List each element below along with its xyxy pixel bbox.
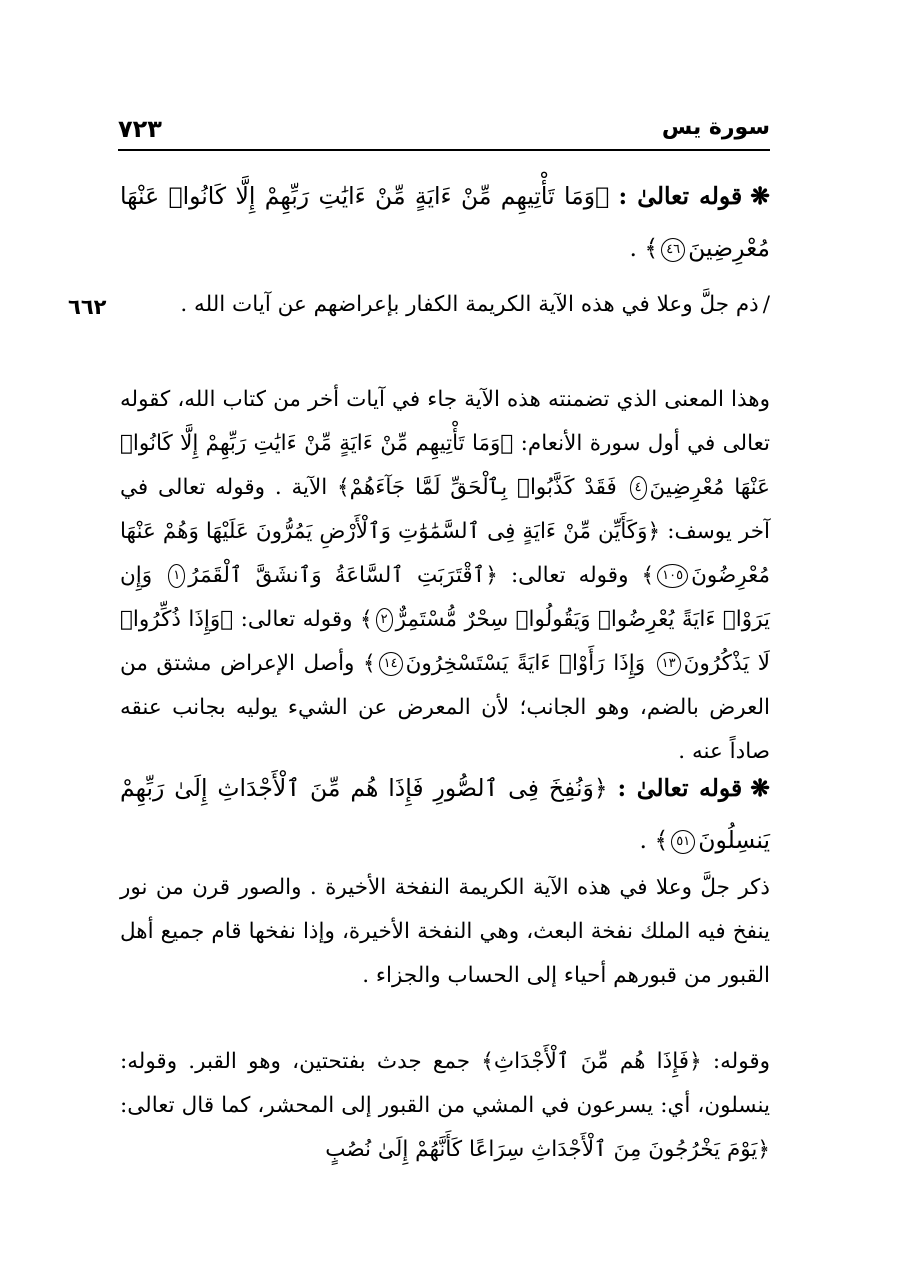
surah-title: سورة يس — [661, 115, 770, 140]
ayah-number-badge: ١٣ — [657, 652, 681, 676]
star-ornament-icon: ❋ — [750, 182, 770, 210]
paragraph-2-end: وأصل الإعراض مشتق من العرض بالضم، وهو الجانب؛ لأن المعرض عن الشيء يوليه بجانب عنقه صاداً عنه . — [120, 651, 770, 764]
page-number: ٧٢٣ — [118, 115, 162, 143]
open-bracket-icon: ﴿ — [220, 607, 234, 632]
open-bracket-icon: ﴿ — [485, 563, 498, 588]
ayah-text: وَمَا تَأْتِيهِم مِّنْ ءَايَةٍ مِّنْ ءَايَٰتِ رَبِّهِمْ إِلَّا كَانُوا۟ عَنْهَا مُعْرِضِينَ — [120, 431, 770, 500]
ayah-number-badge: ٢ — [376, 608, 393, 632]
paragraph-3 — [120, 866, 770, 998]
paragraph-1-text: ذم جلَّ وعلا في هذه الآية الكريمة الكفار بإعراضهم عن آيات الله . — [180, 292, 759, 317]
paragraph-4-mid: جمع جدث بفتحتين، وهو القبر. وقوله: ينسلون، أي: يسرعون في المشي من القبور إلى المحشر، كما قال تعالى: — [120, 1049, 770, 1118]
ayah-text: وَنُفِخَ فِى ٱلصُّورِ فَإِذَا هُم مِّنَ ٱلْأَجْدَاثِ إِلَىٰ رَبِّهِمْ يَنسِلُونَ — [120, 774, 770, 854]
heading-label: قوله تعالىٰ : — [618, 182, 743, 210]
open-bracket-icon: ﴿ — [500, 431, 514, 456]
period: . — [639, 826, 647, 854]
ayah-text: وَإِذَا رَأَوْا۟ ءَايَةً يَسْتَسْخِرُونَ — [405, 651, 646, 676]
ayah-text: فَقَدْ كَذَّبُوا۟ بِٱلْحَقِّ لَمَّا جَآءَهُمْ — [349, 475, 617, 500]
close-bracket-icon: ﴾ — [641, 563, 655, 588]
paragraph-3-text: ذكر جلَّ وعلا في هذه الآية الكريمة النفخة الأخيرة . والصور قرن من نور ينفخ فيه الملك نفخة البعث، وهي النفخة الأخيرة، وإذا نفخها قام جميع أهل القبور من قبورهم أحياء إلى الحساب والجزاء . — [120, 875, 770, 988]
marginal-page-number: ٦٦٢ — [68, 295, 107, 319]
open-bracket-icon: ﴿ — [595, 182, 610, 210]
star-ornament-icon: ❋ — [750, 774, 770, 802]
open-bracket-icon: ﴿ — [647, 519, 661, 544]
close-bracket-icon: ﴾ — [644, 234, 659, 262]
period: . — [629, 234, 637, 262]
paragraph-4-start: وقوله: — [712, 1049, 770, 1074]
paragraph-2-yusuf: وقوله تعالى في آخر يوسف: — [120, 475, 770, 544]
ayah-number-badge: ١٠٥ — [657, 564, 688, 588]
section-heading-2 — [120, 762, 770, 866]
page-break-marker: / — [762, 292, 770, 317]
close-bracket-icon: ﴾ — [363, 651, 376, 676]
paragraph-2-intro: وهذا المعنى الذي تضمنته هذه الآية جاء في آيات أخر من كتاب الله، كقوله تعالى في أول سورة الأنعام: — [120, 387, 771, 456]
ayah-text: وَمَا تَأْتِيهِم مِّنْ ءَايَةٍ مِّنْ ءَايَٰتِ رَبِّهِمْ إِلَّا كَانُوا۟ عَنْهَا مُعْرِضِينَ — [120, 182, 770, 262]
paragraph-4 — [120, 1040, 770, 1172]
ayah-text: يَوْمَ يَخْرُجُونَ مِنَ ٱلْأَجْدَاثِ سِرَاعًا كَأَنَّهُمْ إِلَىٰ نُصُبٍ — [325, 1137, 758, 1162]
ayah-text: فَإِذَا هُم مِّنَ ٱلْأَجْدَاثِ — [493, 1049, 690, 1074]
paragraph-2-and-2: وقوله تعالى: — [240, 607, 353, 632]
close-bracket-icon: ﴾ — [359, 607, 373, 632]
ayah-number-badge: ١ — [168, 564, 185, 588]
ayah-number-badge: ١٤ — [379, 652, 403, 676]
paragraph-2-and: وقوله تعالى: — [510, 563, 629, 588]
ayah-text: ٱقْتَرَبَتِ ٱلسَّاعَةُ وَٱنشَقَّ ٱلْقَمَرُ — [188, 563, 486, 588]
ayah-suffix: الآية . — [274, 475, 328, 500]
paragraph-1 — [120, 283, 770, 327]
open-bracket-icon: ﴿ — [757, 1137, 770, 1162]
page-header — [118, 115, 770, 151]
close-bracket-icon: ﴾ — [654, 826, 669, 854]
ayah-number-badge: ٥١ — [671, 830, 695, 854]
ayah-number-badge: ٤ — [630, 476, 647, 500]
ayah-number-badge: ٤٦ — [661, 238, 685, 262]
ayah-text: وَكَأَيِّن مِّنْ ءَايَةٍ فِى ٱلسَّمَٰوَٰتِ وَٱلْأَرْضِ يَمُرُّونَ عَلَيْهَا وَهُمْ عَنْهَا مُعْرِضُونَ — [120, 519, 770, 588]
ayah-text: وَإِن يَرَوْا۟ ءَايَةً يُعْرِضُوا۟ وَيَقُولُوا۟ سِحْرٌ مُّسْتَمِرٌّ — [120, 563, 770, 632]
open-bracket-icon: ﴿ — [593, 774, 608, 802]
ayah-text: وَإِذَا ذُكِّرُوا۟ لَا يَذْكُرُونَ — [120, 607, 770, 676]
open-bracket-icon: ﴿ — [689, 1049, 702, 1074]
heading-label: قوله تعالىٰ : — [617, 774, 743, 802]
section-heading-1 — [120, 170, 770, 274]
close-bracket-icon: ﴾ — [336, 475, 350, 500]
close-bracket-icon: ﴾ — [481, 1049, 494, 1074]
paragraph-2 — [120, 378, 770, 774]
